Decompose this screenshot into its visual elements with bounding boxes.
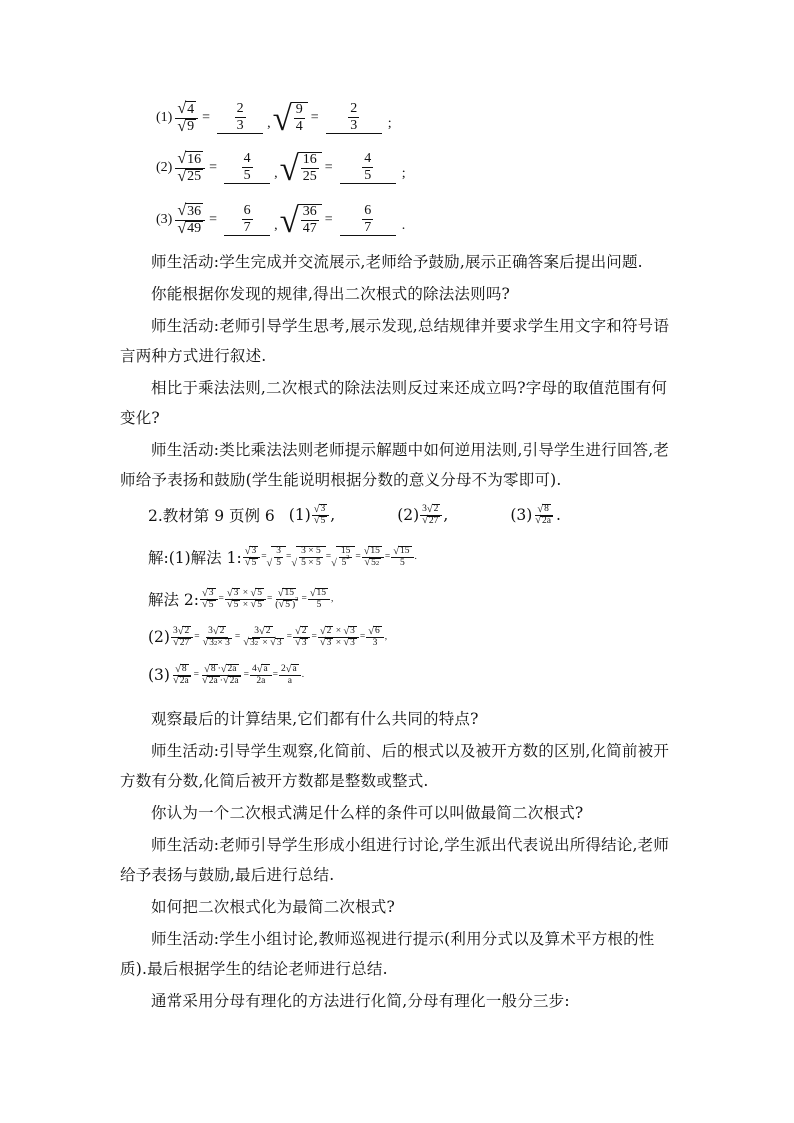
paragraph: 如何把二次根式化为最简二次根式?: [151, 898, 396, 916]
answer-blank: $\frac{4}{5}$: [340, 152, 396, 184]
paragraph: 师生活动:类比乘法法则老师提示解题中如何逆用法则,引导学生进行回答,老师给予表扬和鼓励(学生能说明根据分数的意义分母不为零即可).: [120, 441, 670, 489]
paragraph: 观察最后的计算结果,它们都有什么共同的特点?: [151, 710, 479, 728]
radical: √ $\frac{36}{47}$: [280, 204, 322, 236]
paragraph: 通常采用分母有理化的方法进行化简,分母有理化一般分三步:: [151, 992, 570, 1010]
paragraph: 师生活动:老师引导学生形成小组进行讨论,学生派出代表说出所得结论,老师给予表扬与鼓励,最后进行总结.: [120, 836, 670, 884]
answer-blank: $\frac{6}{7}$: [340, 204, 396, 236]
exercise-item-1: (1) √ 4 √ 9 = $\frac{2}{3}$ , √ $\frac{9}{4}$ = $\frac{2}{3}$ ;: [156, 98, 392, 138]
paragraph: 相比于乘法法则,二次根式的除法法则反过来还成立吗?字母的取值范围有何变化?: [120, 379, 668, 427]
solution-line-2: 解法 2: √ 3 √ 5 = √ 3 × √ 5 √ 5 × √ 5 = √ 15 ( √ 5 ) 2 = √ 15 5 ,: [148, 587, 334, 611]
solution-line-4: (3) √ 8 √ 2a = √ 8 · √ 2a √ 2a · √ 2a = 4 √ a 2a = 2 √ a a .: [148, 663, 305, 687]
paragraph: 你认为一个二次根式满足什么样的条件可以叫做最简二次根式?: [151, 804, 584, 822]
answer-blank: $\frac{2}{3}$: [217, 102, 263, 134]
paragraph: 师生活动:学生小组讨论,教师巡视进行提示(利用分式以及算术平方根的性质).最后根据学生的结论老师进行总结.: [120, 930, 655, 978]
example-intro: 2.教材第 9 页例 6 (1) √ 3 √ 5 , (2) 3 √ 2 √ 27 , (3) √ 8 √ 2a .: [148, 503, 561, 527]
fraction: √ 4 √ 9: [175, 101, 198, 134]
item-label: (2): [156, 160, 173, 175]
solution-line-1: 解:(1)解法 1: √ 3 √ 5 = √ $\frac{3}{5}$ = √ $\frac{3 \times 5}{5 \times 5}$ = √ 15 5 2 = √ 15 √ 5 2 = √ 15 5 .: [148, 545, 417, 570]
answer-blank: $\frac{6}{7}$: [224, 204, 270, 236]
exercise-item-2: (2) √ 16 √ 25 = $\frac{4}{5}$ , √ $\frac{16}{25}$ = $\frac{4}{5}$ ;: [156, 148, 406, 188]
paragraph: 师生活动:老师引导学生思考,展示发现,总结规律并要求学生用文字和符号语言两种方式进行叙述.: [120, 317, 670, 365]
solution-line-3: (2) 3 √ 2 √ 27 = 3 √ 2 √ 3 2 × 3 = 3 √ 2 √ 3 2 × √ 3 = √ 2 √ 3 = √ 2 × √ 3 √ 3 × √ 3 = √ 6 3 ,: [148, 625, 388, 649]
answer-blank: $\frac{4}{5}$: [224, 152, 270, 184]
item-label: (3): [156, 212, 173, 227]
paragraph: 师生活动:引导学生观察,化简前、后的根式以及被开方数的区别,化简前被开方数有分数,化简后被开方数都是整数或整式.: [120, 742, 670, 790]
radical: √ $\frac{16}{25}$: [280, 152, 322, 184]
radical: √ $\frac{9}{4}$: [273, 102, 308, 134]
paragraph: 师生活动:学生完成并交流展示,老师给予鼓励,展示正确答案后提出问题.: [151, 253, 643, 271]
exercise-item-3: (3) √ 36 √ 49 = $\frac{6}{7}$ , √ $\frac{36}{47}$ = $\frac{6}{7}$ .: [156, 200, 406, 240]
paragraph: 你能根据你发现的规律,得出二次根式的除法法则吗?: [151, 285, 511, 303]
fraction: √ 16 √ 25: [175, 151, 205, 184]
answer-blank: $\frac{2}{3}$: [326, 102, 382, 134]
fraction: √ 36 √ 49: [175, 203, 205, 236]
item-label: (1): [156, 110, 173, 125]
